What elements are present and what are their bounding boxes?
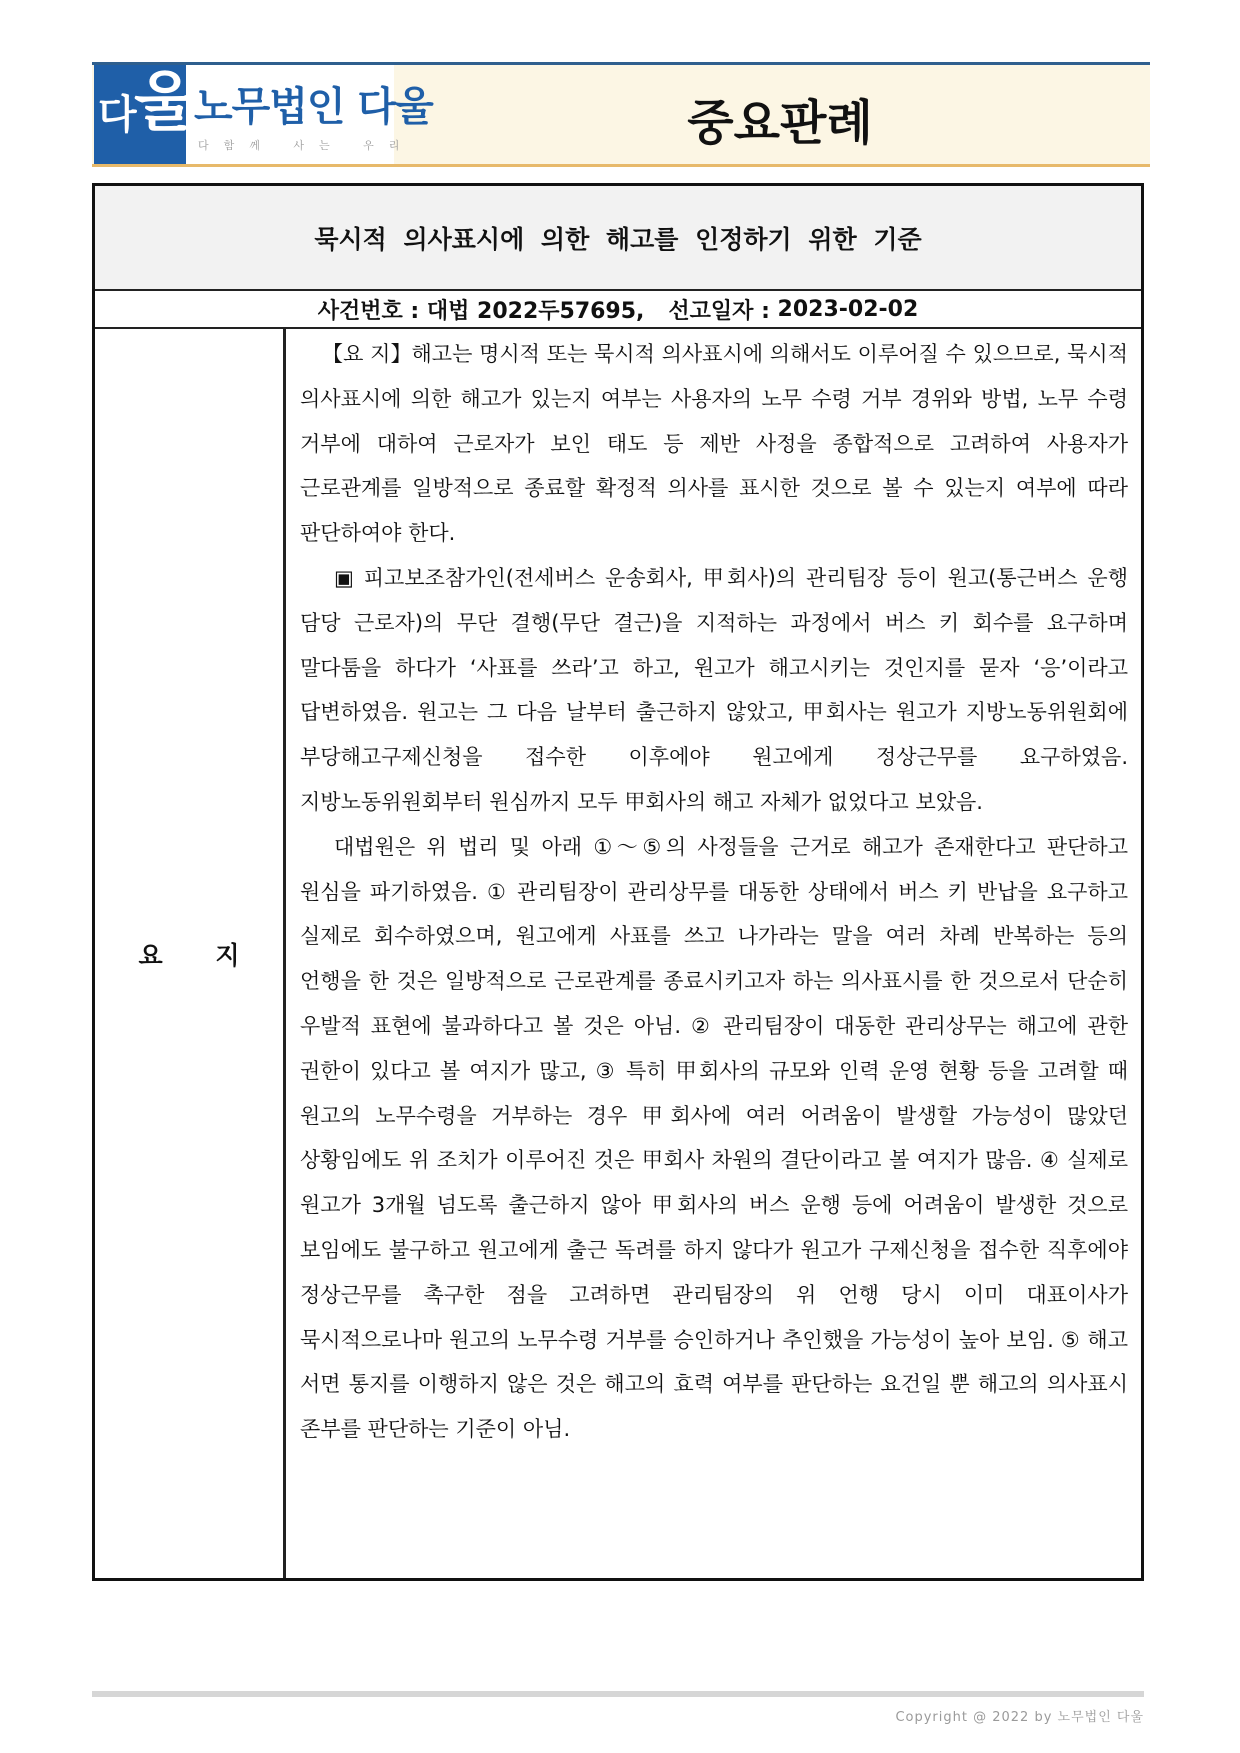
logo-mark-icon: [94, 65, 196, 164]
logo-mark-char: 울: [134, 66, 196, 140]
section-label: 요 지: [138, 940, 262, 970]
firm-slogan: 다함께 사는 우리: [198, 139, 415, 152]
case-title-row: [95, 186, 1141, 291]
decision-date-label: 선고일자 :: [668, 298, 770, 324]
summary-content-cell: [289, 329, 1141, 1578]
ruling-paragraph: 대법원은 위 법리 및 아래 ①～⑤의 사정들을 근거로 해고가 존재한다고 판단하고 원심을 파기하였음. ① 관리팀장이 관리상무를 대동한 상태에서 버스 키 반납을 요구하고 실제로 회수하였으며, 원고에게 사표를 쓰고 나가라는 말을 여러 차례 반복하는 등의 언행을 한 것은 일방적으로 근로관계를 종료시키고자 하는 의사표시를 한 것으로서 단순히 우발적 표현에 불과하다고 볼 것은 아님. ② 관리팀장이 대동한 관리상무는 해고에 관한 권한이 있다고 볼 여지가 많고, ③ 특히 甲회사의 규모와 인력 운영 현황 등을 고려할 때 원고의 노무수령을 거부하는 경우 甲회사에 여러 어려움이 발생할 가능성이 많았던 상황임에도 위 조치가 이루어진 것은 甲회사 차원의 결단이라고 볼 여지가 많음. ④ 실제로 원고가 3개월 넘도록 출근하지 않아 甲회사의 버스 운행 등에 어려움이 발생한 것으로 보임에도 불구하고 원고에게 출근 독려를 하지 않다가 원고가 구제신청을 접수한 직후에야 정상근무를 촉구한 점을 고려하면 관리팀장의 위 언행 당시 이미 대표이사가 묵시적으로나마 원고의 노무수령 거부를 승인하거나 추인했을 가능성이 높아 보임. ⑤ 해고 서면 통지를 이행하지 않은 것은 해고의 효력 여부를 판단하는 요건일 뿐 해고의 의사표시 존부를 판단하는 기준이 아님.: [300, 834, 1128, 1442]
footer-rule: [92, 1691, 1144, 1697]
copyright-notice: Copyright @ 2022 by 노무법인 다울: [895, 1710, 1144, 1725]
case-title: 묵시적 의사표시에 의한 해고를 인정하기 위한 기준: [314, 224, 922, 254]
summary-paragraph: 【요 지】해고는 명시적 또는 묵시적 의사표시에 의해서도 이루어질 수 있으므로, 묵시적 의사표시에 의한 해고가 있는지 여부는 사용자의 노무 수령 거부 경위와 방법, 노무 수령 거부에 대하여 근로자가 보인 태도 등 제반 사정을 종합적으로 고려하여 사용자가 근로관계를 일방적으로 종료할 확정적 의사를 표시한 것으로 볼 수 있는지 여부에 따라 판단하여야 한다.: [300, 342, 1128, 546]
section-label-cell: [95, 329, 286, 1578]
facts-paragraph: ▣ 피고보조참가인(전세버스 운송회사, 甲회사)의 관리팀장 등이 원고(통근버스 운행 담당 근로자)의 무단 결행(무단 결근)을 지적하는 과정에서 버스 키 회수를 요구하며 말다툼을 하다가 ‘사표를 쓰라’고 하고, 원고가 해고시키는 것인지를 묻자 ‘응’이라고 답변하였음. 원고는 그 다음 날부터 출근하지 않았고, 甲회사는 원고가 지방노동위원회에 부당해고구제신청을 접수한 이후에야 원고에게 정상근무를 요구하였음. 지방노동위원회부터 원심까지 모두 甲회사의 해고 자체가 없었다고 보았음.: [300, 565, 1128, 814]
firm-logo: [94, 65, 433, 164]
firm-name: 노무법인 다울: [194, 84, 433, 130]
document-type-title: 중요판례: [687, 95, 873, 151]
case-info-row: [95, 291, 1141, 329]
logo-mark-char: 다: [98, 92, 137, 138]
case-summary-table: [92, 183, 1144, 1581]
case-number-label: 사건번호 :: [317, 298, 420, 324]
case-number: 대법 2022두57695,: [426, 298, 645, 324]
header-bottom-rule: [92, 164, 1150, 167]
decision-date: 2023-02-02: [777, 296, 919, 322]
